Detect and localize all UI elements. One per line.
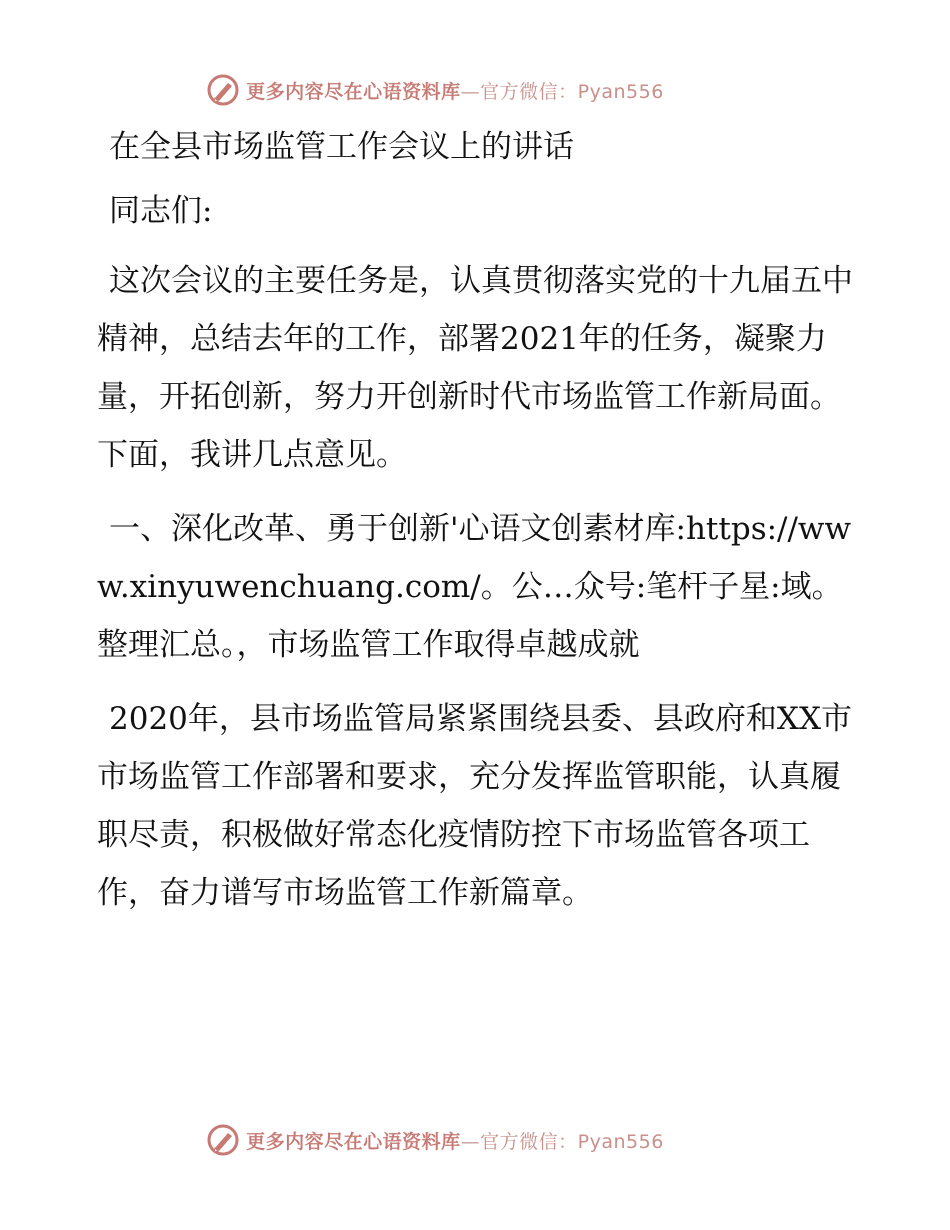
paragraph: 这次会议的主要任务是，认真贯彻落实党的十九届五中精神，总结去年的工作，部署2021年的任务，凝聚力量，开拓创新，努力开创新时代市场监管工作新局面。下面，我讲几点意见。 xyxy=(97,263,853,473)
footer-watermark xyxy=(0,1120,950,1160)
header-watermark xyxy=(0,70,950,110)
watermark-text: 更多内容尽在心语资料库—官方微信：Pyan556 xyxy=(246,80,664,103)
paragraph: 2020年，县市场监管局紧紧围绕县委、县政府和XX市市场监管工作部署和要求，充分发挥监管职能，认真履职尽责，积极做好常态化疫情防控下市场监管各项工作，奋力谱写市场监管工作新篇章。 xyxy=(97,701,853,911)
watermark-text: 更多内容尽在心语资料库—官方微信：Pyan556 xyxy=(246,1130,664,1153)
pen-logo-icon xyxy=(206,1123,240,1157)
pen-logo-icon xyxy=(206,73,240,107)
paragraph: 一、深化改革、勇于创新'心语文创素材库:https://www.xinyuwenchuang.com/。公…众号:笔杆子星:域。整理汇总。，市场监管工作取得卓越成就 xyxy=(97,511,852,663)
document-body xyxy=(97,120,857,938)
greeting: 同志们: xyxy=(109,193,213,229)
document-title: 在全县市场监管工作会议上的讲话 xyxy=(109,129,574,165)
